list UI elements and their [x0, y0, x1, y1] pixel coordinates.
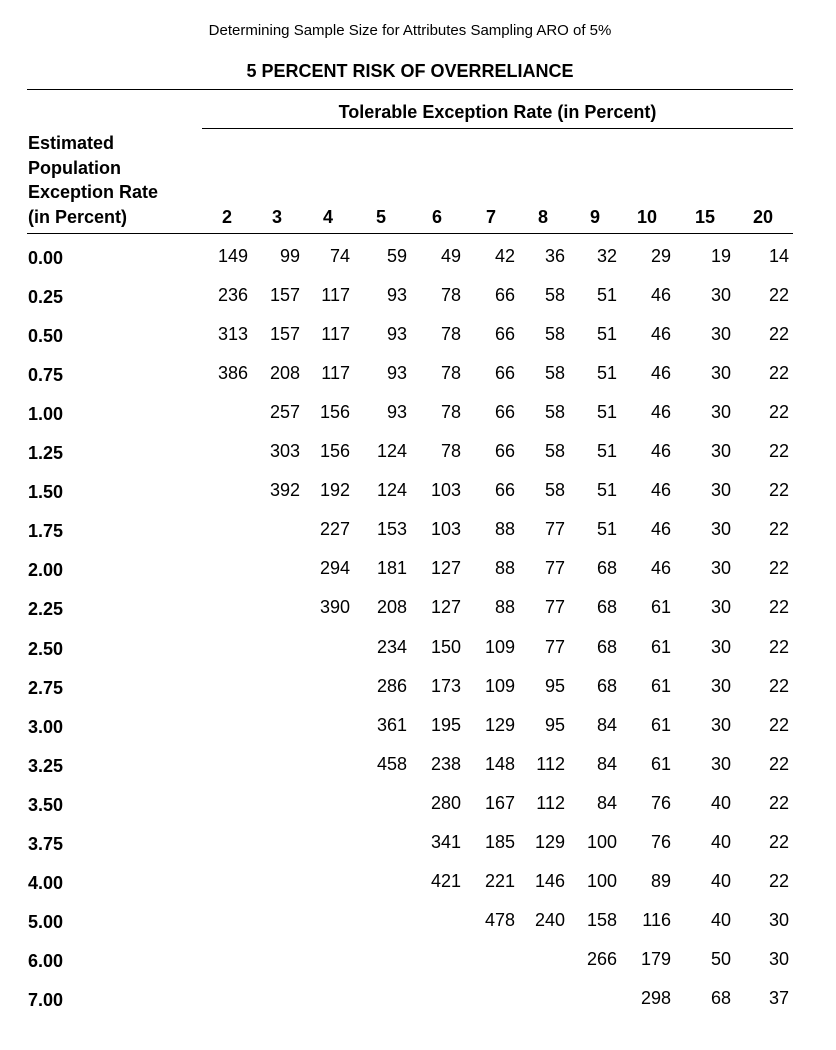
table-row — [0, 988, 820, 1027]
sample-size-cell: 208 — [269, 363, 300, 383]
sample-size-cell: 22 — [768, 363, 789, 383]
sample-size-cell: 112 — [536, 754, 565, 774]
sample-size-cell: 179 — [640, 949, 671, 969]
table-row — [0, 363, 820, 402]
column-header-8: 8 — [537, 207, 548, 227]
sample-size-cell: 153 — [376, 519, 407, 539]
estimated-rate-label: 7.00 — [28, 990, 64, 1010]
sample-size-cell: 158 — [586, 910, 617, 930]
sample-size-cell: 22 — [768, 637, 789, 657]
sample-size-cell: 392 — [269, 480, 300, 500]
sample-size-cell: 46 — [650, 402, 671, 422]
sample-size-cell: 227 — [319, 519, 350, 539]
table-row — [0, 910, 820, 949]
sample-size-cell: 148 — [484, 754, 515, 774]
sample-size-cell: 46 — [650, 519, 671, 539]
estimated-rate-label: 3.25 — [28, 756, 64, 776]
sample-size-cell: 78 — [440, 441, 461, 461]
sample-size-cell: 68 — [596, 597, 617, 617]
sample-size-cell: 421 — [430, 871, 461, 891]
row-header-line: (in Percent) — [28, 206, 128, 227]
sample-size-cell: 77 — [544, 519, 565, 539]
sample-size-cell: 30 — [710, 324, 731, 344]
column-header-20: 20 — [752, 207, 774, 227]
sample-size-cell: 22 — [768, 715, 789, 735]
sample-size-cell: 51 — [596, 441, 617, 461]
sample-size-cell: 127 — [430, 597, 461, 617]
sample-size-cell: 117 — [321, 285, 350, 305]
column-header-4: 4 — [322, 207, 333, 227]
sample-size-cell: 51 — [596, 285, 617, 305]
sample-size-cell: 129 — [534, 832, 565, 852]
sample-size-cell: 30 — [710, 480, 731, 500]
sample-size-cell: 46 — [650, 480, 671, 500]
sample-size-cell: 30 — [768, 949, 789, 969]
estimated-rate-label: 2.00 — [28, 560, 64, 580]
sample-size-cell: 286 — [376, 676, 407, 696]
estimated-rate-label: 4.00 — [28, 873, 64, 893]
sample-size-cell: 280 — [430, 793, 461, 813]
sample-size-cell: 112 — [536, 793, 565, 813]
sample-size-cell: 129 — [484, 715, 515, 735]
estimated-rate-label: 0.75 — [28, 365, 64, 385]
sample-size-cell: 42 — [494, 246, 515, 266]
table-row — [0, 519, 820, 558]
column-header-5: 5 — [375, 207, 386, 227]
sample-size-cell: 116 — [642, 910, 671, 930]
sample-size-cell: 84 — [596, 793, 617, 813]
sample-size-cell: 99 — [279, 246, 300, 266]
sample-size-cell: 77 — [544, 597, 565, 617]
sample-size-cell: 51 — [596, 324, 617, 344]
estimated-rate-label: 1.75 — [28, 521, 64, 541]
sample-size-cell: 150 — [430, 637, 461, 657]
sample-size-cell: 61 — [650, 676, 671, 696]
sample-size-cell: 68 — [596, 558, 617, 578]
sample-size-cell: 32 — [596, 246, 617, 266]
sample-size-cell: 100 — [586, 832, 617, 852]
sample-size-cell: 76 — [650, 793, 671, 813]
table-row — [0, 949, 820, 988]
row-header-line: Population — [28, 157, 121, 178]
sample-size-cell: 66 — [494, 480, 515, 500]
column-header-10: 10 — [636, 207, 658, 227]
table-row — [0, 715, 820, 754]
column-header-6: 6 — [431, 207, 442, 227]
sample-size-cell: 61 — [650, 637, 671, 657]
column-header-7: 7 — [485, 207, 496, 227]
sample-size-cell: 221 — [484, 871, 515, 891]
sample-size-cell: 66 — [494, 402, 515, 422]
sample-size-cell: 51 — [596, 363, 617, 383]
sample-size-cell: 157 — [269, 285, 300, 305]
sample-size-cell: 30 — [768, 910, 789, 930]
sample-size-cell: 51 — [596, 519, 617, 539]
estimated-rate-label: 3.00 — [28, 717, 64, 737]
sample-size-cell: 303 — [269, 441, 300, 461]
sample-size-cell: 93 — [386, 363, 407, 383]
sample-size-cell: 49 — [440, 246, 461, 266]
estimated-rate-label: 1.00 — [28, 404, 64, 424]
sample-size-cell: 30 — [710, 363, 731, 383]
sample-size-cell: 51 — [596, 402, 617, 422]
sample-size-cell: 30 — [710, 441, 731, 461]
sample-size-cell: 181 — [376, 558, 407, 578]
sample-size-cell: 185 — [484, 832, 515, 852]
sample-size-cell: 195 — [430, 715, 461, 735]
column-header-3: 3 — [271, 207, 282, 227]
sample-size-cell: 58 — [544, 441, 565, 461]
sample-size-cell: 46 — [650, 558, 671, 578]
sample-size-cell: 93 — [386, 402, 407, 422]
sample-size-cell: 313 — [217, 324, 248, 344]
sample-size-cell: 58 — [544, 324, 565, 344]
sample-size-cell: 240 — [534, 910, 565, 930]
table-row — [0, 832, 820, 871]
sample-size-cell: 46 — [650, 285, 671, 305]
sample-size-cell: 257 — [269, 402, 300, 422]
sample-size-cell: 61 — [650, 754, 671, 774]
table-row — [0, 441, 820, 480]
sample-size-cell: 22 — [768, 676, 789, 696]
sample-size-cell: 58 — [544, 402, 565, 422]
estimated-rate-label: 2.50 — [28, 639, 64, 659]
sample-size-cell: 22 — [768, 832, 789, 852]
table-row — [0, 597, 820, 636]
sample-size-cell: 51 — [596, 480, 617, 500]
sample-size-cell: 100 — [586, 871, 617, 891]
sample-size-cell: 93 — [386, 285, 407, 305]
sample-size-cell: 341 — [430, 832, 461, 852]
sample-size-cell: 22 — [768, 597, 789, 617]
sample-size-cell: 59 — [386, 246, 407, 266]
sample-size-cell: 88 — [494, 519, 515, 539]
sample-size-cell: 30 — [710, 597, 731, 617]
sample-size-cell: 30 — [710, 402, 731, 422]
sample-size-cell: 46 — [650, 363, 671, 383]
sample-size-cell: 22 — [768, 519, 789, 539]
sample-size-cell: 84 — [596, 715, 617, 735]
tolerable-rate-group-header: Tolerable Exception Rate (in Percent) — [338, 102, 657, 122]
sample-size-cell: 208 — [376, 597, 407, 617]
row-header-line: Exception Rate — [28, 182, 159, 202]
sample-size-cell: 22 — [768, 402, 789, 422]
estimated-rate-label: 0.25 — [28, 287, 64, 307]
sample-size-cell: 390 — [319, 597, 350, 617]
sample-size-cell: 146 — [534, 871, 565, 891]
sample-size-cell: 95 — [544, 715, 565, 735]
table-row — [0, 637, 820, 676]
sample-size-cell: 361 — [376, 715, 407, 735]
sample-size-cell: 117 — [321, 363, 350, 383]
table-row — [0, 285, 820, 324]
sample-size-cell: 37 — [768, 988, 789, 1008]
estimated-rate-label: 0.50 — [28, 326, 64, 346]
sample-size-cell: 68 — [596, 676, 617, 696]
sample-size-cell: 22 — [768, 871, 789, 891]
sample-size-cell: 58 — [544, 285, 565, 305]
sample-size-cell: 192 — [319, 480, 350, 500]
column-header-2: 2 — [221, 207, 232, 227]
sample-size-cell: 109 — [484, 637, 515, 657]
sample-size-cell: 19 — [710, 246, 731, 266]
sample-size-cell: 66 — [494, 441, 515, 461]
table-row — [0, 480, 820, 519]
sample-size-cell: 386 — [217, 363, 248, 383]
table-row — [0, 871, 820, 910]
sample-size-cell: 68 — [710, 988, 731, 1008]
sample-size-cell: 68 — [596, 637, 617, 657]
sample-size-cell: 40 — [710, 832, 731, 852]
estimated-rate-label: 0.00 — [28, 248, 64, 268]
sample-size-cell: 236 — [217, 285, 248, 305]
sample-size-cell: 103 — [430, 480, 461, 500]
sample-size-cell: 30 — [710, 558, 731, 578]
sample-size-cell: 294 — [319, 558, 350, 578]
sample-size-cell: 117 — [321, 324, 350, 344]
estimated-rate-label: 3.75 — [28, 834, 64, 854]
sample-size-cell: 46 — [650, 324, 671, 344]
sample-size-cell: 234 — [376, 637, 407, 657]
estimated-rate-label: 1.25 — [28, 443, 64, 463]
sample-size-cell: 124 — [376, 480, 407, 500]
table-row — [0, 754, 820, 793]
sample-size-cell: 30 — [710, 285, 731, 305]
sample-size-cell: 22 — [768, 793, 789, 813]
sample-size-cell: 266 — [586, 949, 617, 969]
estimated-rate-header — [28, 131, 158, 229]
sample-size-cell: 22 — [768, 441, 789, 461]
sample-size-cell: 89 — [650, 871, 671, 891]
column-header-9: 9 — [589, 207, 600, 227]
table-row — [0, 558, 820, 597]
estimated-rate-label: 2.25 — [28, 599, 64, 619]
sample-size-cell: 58 — [544, 363, 565, 383]
sample-size-cell: 458 — [376, 754, 407, 774]
document-title: 5 PERCENT RISK OF OVERRELIANCE — [246, 61, 574, 81]
estimated-rate-label: 5.00 — [28, 912, 64, 932]
sample-size-cell: 36 — [544, 246, 565, 266]
estimated-rate-label: 3.50 — [28, 795, 64, 815]
sample-size-cell: 173 — [430, 676, 461, 696]
sample-size-cell: 156 — [319, 441, 350, 461]
sample-size-cell: 66 — [494, 285, 515, 305]
sample-size-cell: 156 — [319, 402, 350, 422]
sample-size-cell: 66 — [494, 324, 515, 344]
sample-size-cell: 298 — [640, 988, 671, 1008]
sample-size-cell: 74 — [329, 246, 350, 266]
sample-size-cell: 30 — [710, 676, 731, 696]
sample-size-cell: 127 — [430, 558, 461, 578]
sample-size-cell: 78 — [440, 363, 461, 383]
sample-size-cell: 22 — [768, 480, 789, 500]
table-row — [0, 793, 820, 832]
group-header-rule — [202, 128, 793, 129]
sample-size-cell: 95 — [544, 676, 565, 696]
sample-size-cell: 88 — [494, 597, 515, 617]
sample-size-cell: 76 — [650, 832, 671, 852]
sample-size-cell: 58 — [544, 480, 565, 500]
sample-size-cell: 78 — [440, 324, 461, 344]
row-header-line: Estimated — [28, 133, 115, 153]
sample-size-cell: 22 — [768, 324, 789, 344]
table-row — [0, 246, 820, 285]
sample-size-cell: 14 — [768, 246, 789, 266]
table-row — [0, 676, 820, 715]
column-header-15: 15 — [694, 207, 716, 227]
sample-size-cell: 109 — [484, 676, 515, 696]
sample-size-cell: 29 — [650, 246, 671, 266]
document-subtitle: Determining Sample Size for Attributes Sampling ARO of 5% — [208, 22, 612, 39]
sample-size-cell: 78 — [440, 285, 461, 305]
sample-size-cell: 46 — [650, 441, 671, 461]
sample-size-cell: 149 — [217, 246, 248, 266]
top-rule — [27, 89, 793, 90]
sample-size-cell: 22 — [768, 285, 789, 305]
sample-size-cell: 40 — [710, 793, 731, 813]
sample-size-cell: 22 — [768, 558, 789, 578]
sample-size-cell: 88 — [494, 558, 515, 578]
estimated-rate-label: 2.75 — [28, 678, 64, 698]
sample-size-cell: 40 — [710, 871, 731, 891]
sample-size-cell: 77 — [544, 637, 565, 657]
sample-size-cell: 66 — [494, 363, 515, 383]
sample-size-cell: 61 — [650, 597, 671, 617]
sample-size-cell: 84 — [596, 754, 617, 774]
sample-size-cell: 78 — [440, 402, 461, 422]
sample-size-cell: 103 — [430, 519, 461, 539]
sample-size-cell: 30 — [710, 754, 731, 774]
sample-size-cell: 238 — [430, 754, 461, 774]
sample-size-cell: 93 — [386, 324, 407, 344]
sample-size-cell: 478 — [484, 910, 515, 930]
table-row — [0, 324, 820, 363]
sample-size-cell: 30 — [710, 715, 731, 735]
sample-size-cell: 22 — [768, 754, 789, 774]
sample-size-cell: 30 — [710, 637, 731, 657]
sample-size-cell: 30 — [710, 519, 731, 539]
header-bottom-rule — [27, 233, 793, 234]
sample-size-cell: 61 — [650, 715, 671, 735]
estimated-rate-label: 1.50 — [28, 482, 64, 502]
sample-size-cell: 157 — [269, 324, 300, 344]
sample-size-cell: 40 — [710, 910, 731, 930]
sample-size-cell: 167 — [484, 793, 515, 813]
table-row — [0, 402, 820, 441]
estimated-rate-label: 6.00 — [28, 951, 64, 971]
sample-size-cell: 50 — [710, 949, 731, 969]
sample-size-cell: 124 — [376, 441, 407, 461]
sample-size-cell: 77 — [544, 558, 565, 578]
